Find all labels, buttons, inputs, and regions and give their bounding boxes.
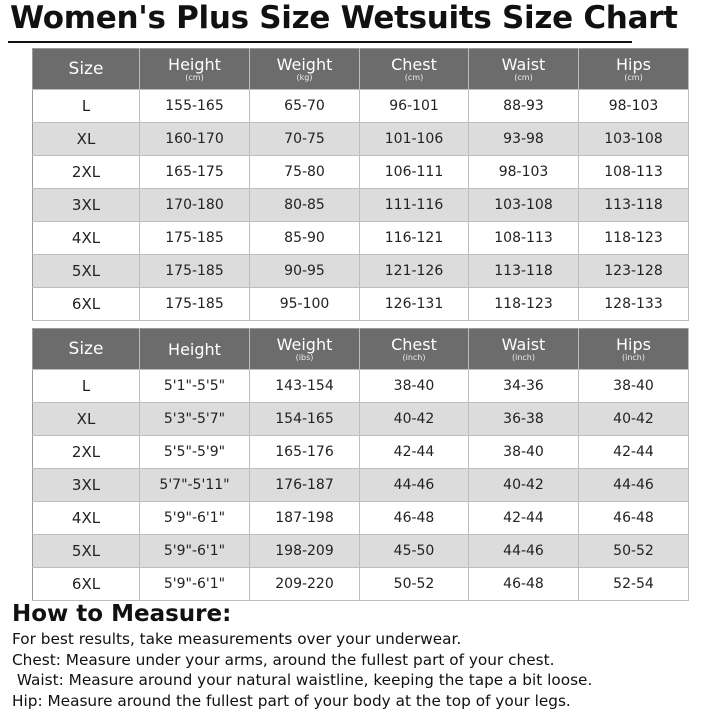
table-cell: 106-111	[360, 156, 469, 189]
imperial-header-row	[33, 329, 689, 370]
table-cell: 46-48	[579, 502, 689, 535]
table-cell: 118-123	[469, 288, 579, 321]
table-cell: 5'5"-5'9"	[140, 436, 250, 469]
table-cell: 70-75	[250, 123, 360, 156]
how-to-measure-section	[12, 600, 712, 711]
table-row	[33, 156, 689, 189]
metric-header-size	[33, 49, 140, 90]
size-cell: 3XL	[33, 189, 140, 222]
table-cell: 50-52	[579, 535, 689, 568]
table-row	[33, 123, 689, 156]
size-cell: XL	[33, 403, 140, 436]
table-row	[33, 189, 689, 222]
table-row	[33, 436, 689, 469]
measure-tip-chest: Chest: Measure under your arms, around the fullest part of your chest.	[12, 650, 555, 669]
how-to-measure-title: How to Measure:	[12, 601, 232, 627]
size-cell: L	[33, 370, 140, 403]
size-cell: 5XL	[33, 535, 140, 568]
table-cell: 165-175	[140, 156, 250, 189]
table-cell: 5'3"-5'7"	[140, 403, 250, 436]
table-cell: 128-133	[579, 288, 689, 321]
metric-size-table	[32, 48, 689, 321]
size-cell: 4XL	[33, 222, 140, 255]
size-cell: 6XL	[33, 568, 140, 601]
table-cell: 5'7"-5'11"	[140, 469, 250, 502]
metric-header-chest-label: Chest	[391, 54, 437, 74]
size-cell: 3XL	[33, 469, 140, 502]
imperial-header-weight	[250, 329, 360, 370]
table-cell: 75-80	[250, 156, 360, 189]
table-cell: 42-44	[579, 436, 689, 469]
table-cell: 40-42	[469, 469, 579, 502]
size-cell: 4XL	[33, 502, 140, 535]
table-cell: 175-185	[140, 255, 250, 288]
table-cell: 44-46	[579, 469, 689, 502]
title-underline	[8, 41, 632, 43]
metric-header-hips-label: Hips	[616, 54, 651, 74]
table-cell: 5'1"-5'5"	[140, 370, 250, 403]
table-cell: 111-116	[360, 189, 469, 222]
table-cell: 176-187	[250, 469, 360, 502]
imperial-header-weight-label: Weight	[276, 334, 333, 354]
table-cell: 98-103	[469, 156, 579, 189]
table-cell: 93-98	[469, 123, 579, 156]
size-cell: 2XL	[33, 436, 140, 469]
imperial-header-height	[140, 329, 250, 370]
table-cell: 52-54	[579, 568, 689, 601]
metric-header-chest	[360, 49, 469, 90]
table-cell: 123-128	[579, 255, 689, 288]
page-title: Women's Plus Size Wetsuits Size Chart	[10, 0, 678, 36]
metric-header-hips	[579, 49, 689, 90]
table-cell: 45-50	[360, 535, 469, 568]
size-cell: 2XL	[33, 156, 140, 189]
table-cell: 38-40	[360, 370, 469, 403]
metric-header-weight	[250, 49, 360, 90]
table-row	[33, 370, 689, 403]
measure-tip-general: For best results, take measurements over your underwear.	[12, 630, 462, 648]
size-cell: XL	[33, 123, 140, 156]
table-cell: 85-90	[250, 222, 360, 255]
table-cell: 90-95	[250, 255, 360, 288]
table-row	[33, 403, 689, 436]
table-cell: 44-46	[360, 469, 469, 502]
table-cell: 42-44	[469, 502, 579, 535]
table-cell: 98-103	[579, 90, 689, 123]
size-cell: L	[33, 90, 140, 123]
table-cell: 42-44	[360, 436, 469, 469]
imperial-header-height-label: Height	[168, 339, 221, 359]
imperial-header-chest	[360, 329, 469, 370]
imperial-header-size-label: Size	[68, 338, 104, 359]
table-cell: 80-85	[250, 189, 360, 222]
table-cell: 40-42	[579, 403, 689, 436]
measure-tip-hip: Hip: Measure around the fullest part of your body at the top of your legs.	[12, 691, 571, 710]
imperial-header-weight-unit: (ibs)	[295, 352, 314, 362]
metric-header-height	[140, 49, 250, 90]
metric-header-row	[33, 49, 689, 90]
table-cell: 126-131	[360, 288, 469, 321]
table-cell: 187-198	[250, 502, 360, 535]
table-cell: 154-165	[250, 403, 360, 436]
metric-header-waist-unit: (cm)	[514, 72, 533, 82]
metric-header-waist	[469, 49, 579, 90]
table-row	[33, 568, 689, 601]
imperial-header-hips-label: Hips	[616, 334, 651, 354]
size-cell: 5XL	[33, 255, 140, 288]
imperial-header-hips	[579, 329, 689, 370]
measure-tip-waist: Waist: Measure around your natural waistline, keeping the tape a bit loose.	[12, 671, 593, 689]
table-cell: 103-108	[469, 189, 579, 222]
table-cell: 118-123	[579, 222, 689, 255]
table-cell: 40-42	[360, 403, 469, 436]
table-cell: 121-126	[360, 255, 469, 288]
table-cell: 5'9"-6'1"	[140, 535, 250, 568]
table-cell: 88-93	[469, 90, 579, 123]
table-cell: 108-113	[579, 156, 689, 189]
metric-header-height-unit: (cm)	[185, 72, 204, 82]
table-cell: 95-100	[250, 288, 360, 321]
table-cell: 198-209	[250, 535, 360, 568]
table-cell: 175-185	[140, 288, 250, 321]
table-cell: 50-52	[360, 568, 469, 601]
metric-header-size-label: Size	[68, 58, 104, 79]
table-row	[33, 90, 689, 123]
table-cell: 34-36	[469, 370, 579, 403]
table-cell: 5'9"-6'1"	[140, 568, 250, 601]
imperial-header-waist-unit: (inch)	[511, 352, 535, 362]
imperial-header-size	[33, 329, 140, 370]
imperial-header-hips-unit: (inch)	[621, 352, 645, 362]
table-cell: 46-48	[469, 568, 579, 601]
table-cell: 175-185	[140, 222, 250, 255]
table-cell: 36-38	[469, 403, 579, 436]
table-cell: 155-165	[140, 90, 250, 123]
table-cell: 143-154	[250, 370, 360, 403]
imperial-header-chest-label: Chest	[391, 334, 437, 354]
imperial-header-waist	[469, 329, 579, 370]
table-cell: 209-220	[250, 568, 360, 601]
table-cell: 44-46	[469, 535, 579, 568]
table-cell: 113-118	[469, 255, 579, 288]
table-cell: 160-170	[140, 123, 250, 156]
metric-header-weight-unit: (kg)	[296, 72, 313, 82]
table-cell: 46-48	[360, 502, 469, 535]
table-cell: 38-40	[579, 370, 689, 403]
metric-header-weight-label: Weight	[276, 54, 333, 74]
table-cell: 103-108	[579, 123, 689, 156]
table-cell: 5'9"-6'1"	[140, 502, 250, 535]
table-cell: 170-180	[140, 189, 250, 222]
table-row	[33, 255, 689, 288]
table-row	[33, 502, 689, 535]
imperial-size-table	[32, 328, 689, 601]
table-cell: 165-176	[250, 436, 360, 469]
imperial-header-waist-label: Waist	[501, 334, 546, 354]
table-cell: 113-118	[579, 189, 689, 222]
metric-header-chest-unit: (cm)	[404, 72, 424, 82]
table-cell: 65-70	[250, 90, 360, 123]
table-cell: 108-113	[469, 222, 579, 255]
metric-header-hips-unit: (cm)	[624, 72, 643, 82]
table-row	[33, 288, 689, 321]
table-cell: 96-101	[360, 90, 469, 123]
table-cell: 101-106	[360, 123, 469, 156]
table-row	[33, 469, 689, 502]
metric-header-waist-label: Waist	[501, 54, 546, 74]
imperial-header-chest-unit: (inch)	[402, 352, 426, 362]
size-cell: 6XL	[33, 288, 140, 321]
table-row	[33, 222, 689, 255]
table-row	[33, 535, 689, 568]
table-cell: 116-121	[360, 222, 469, 255]
metric-header-height-label: Height	[168, 54, 221, 74]
table-cell: 38-40	[469, 436, 579, 469]
